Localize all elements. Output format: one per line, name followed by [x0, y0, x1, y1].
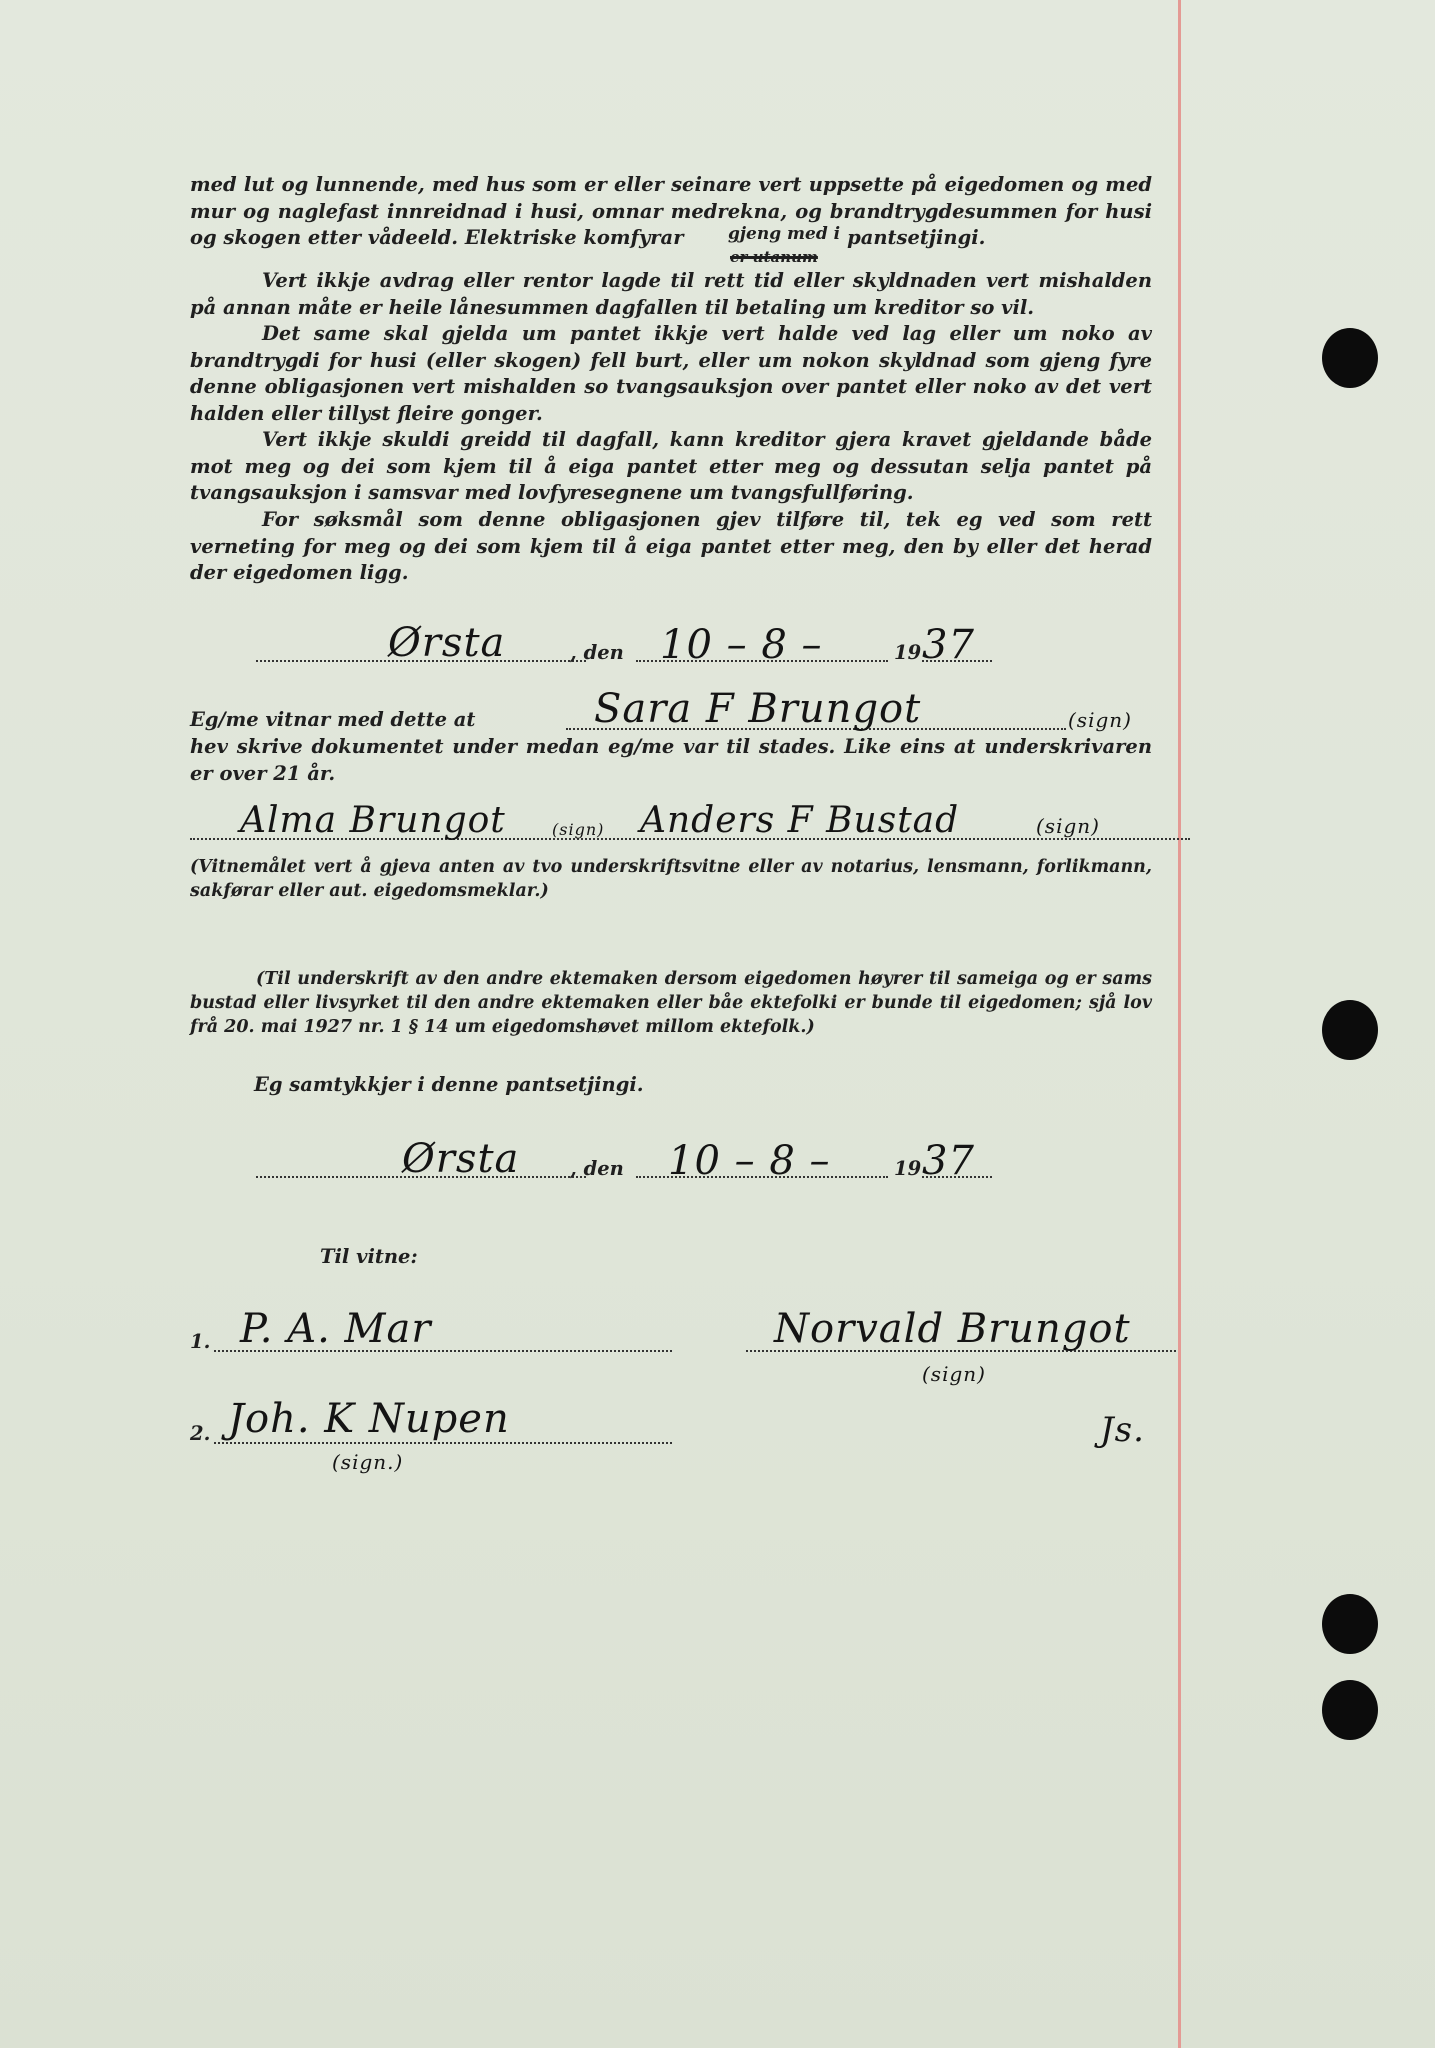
witness-b-handwritten: Anders F Bustad: [640, 800, 960, 841]
spouse-note: (Til underskrift av den andre ektemaken dersom eigedomen høyrer til sameiga og er sams bustad eller livsyrket til den andre ektemaken eller båe ektefolki er bunde til eigedomen; sjå lov frå 20. mai 1927 nr. 1 § 14 um eigedomshøvet millom ektefolk.): [190, 969, 1152, 1037]
year2-prefix: 19: [894, 1157, 922, 1180]
spouse-sign-tag: (sign): [922, 1362, 986, 1386]
witness-2-dotted-line: [214, 1442, 672, 1444]
witness-text: hev skrive dokumentet under medan eg/me var til stades. Like eins at underskrivaren er over 21 år.: [190, 735, 1152, 785]
witness-1-handwritten: P. A. Mar: [240, 1306, 432, 1352]
spouse-handwritten: Norvald Brungot: [774, 1306, 1131, 1352]
witness-1-number: 1.: [190, 1330, 211, 1353]
choice-excluded-struck: er utanum: [730, 248, 818, 266]
year2-dotted-line: [922, 1176, 992, 1178]
witness-note: (Vitnemålet vert å gjeva anten av tvo underskriftsvitne eller av notarius, lensmann, forlikmann, sakførar eller aut. eigedomsmeklar.): [190, 857, 1152, 901]
signer-handwritten: Sara F Brungot: [594, 686, 922, 732]
witness-2-number: 2.: [190, 1422, 211, 1445]
place-handwritten: Ørsta: [388, 620, 506, 666]
year-dotted-line: [922, 660, 992, 662]
clerk-initials: Js.: [1100, 1410, 1145, 1450]
signer-sign-tag: (sign): [1068, 708, 1132, 732]
witness-a-handwritten: Alma Brungot: [240, 800, 506, 841]
date2-handwritten: 10 – 8 –: [668, 1138, 831, 1184]
year-handwritten: 37: [922, 622, 975, 668]
paragraph-text-end: pantsetjingi.: [847, 226, 986, 249]
body-paragraph-5: For søksmål som denne obligasjonen gjev tilføre til, tek eg ved som rett verneting for meg og dei som kjem til å eiga pantet etter meg, den by eller det herad der eigedomen ligg.: [190, 508, 1152, 584]
date-handwritten: 10 – 8 –: [660, 622, 823, 668]
body-paragraph-4: Vert ikkje skuldi greidd til dagfall, kann kreditor gjera kravet gjeldande både mot meg og dei som kjem til å eiga pantet etter meg og dessutan selja pantet på tvangsauksjon i samsvar med lovfyresegnene um tvangsfullføring.: [190, 428, 1152, 504]
punch-hole: [1322, 328, 1378, 388]
margin-red-line: [1178, 0, 1181, 2048]
til-vitne-label: Til vitne:: [320, 1245, 418, 1268]
punch-hole: [1322, 1000, 1378, 1060]
witness-lead: Eg/me vitnar med dette at: [190, 708, 476, 731]
witness-2-sign-tag: (sign.): [332, 1450, 404, 1474]
den2-label: , den: [570, 1157, 624, 1180]
place2-handwritten: Ørsta: [402, 1136, 520, 1182]
consent-text: Eg samtykkjer i denne pantsetjingi.: [254, 1073, 644, 1096]
body-paragraph-3: Det same skal gjelda um pantet ikkje vert halde ved lag eller um noko av brandtrygdi for husi (eller skogen) fell burt, eller um nokon skyldnad som gjeng fyre denne obligasjonen vert mishalden so tvangsauksjon over pantet eller noko av det vert halden eller tillyst fleire gonger.: [190, 322, 1152, 425]
choice-included: gjeng med i: [728, 224, 841, 244]
punch-hole: [1322, 1680, 1378, 1740]
witness-b-sign-tag: (sign): [1036, 814, 1100, 838]
paragraph-text: med lut og lunnende, med hus som er eller seinare vert uppsette på eigedomen og med mur og naglefast innreidnad i husi, omnar medrekna, og brandtrygdesummen for husi og skogen etter vådeeld. Elektriske komfyrar: [190, 173, 1152, 249]
witness-a-sign-tag: (sign): [552, 820, 605, 839]
year-prefix: 19: [894, 641, 922, 664]
den-label: , den: [570, 641, 624, 664]
punch-hole: [1322, 1594, 1378, 1654]
body-paragraph-1: [190, 172, 1152, 252]
year2-handwritten: 37: [922, 1138, 975, 1184]
body-paragraph-2: Vert ikkje avdrag eller rentor lagde til rett tid eller skyldnaden vert mishalden på annan måte er heile lånesummen dagfallen til betaling um kreditor so vil.: [190, 269, 1152, 319]
witness-2-handwritten: Joh. K Nupen: [228, 1396, 510, 1442]
